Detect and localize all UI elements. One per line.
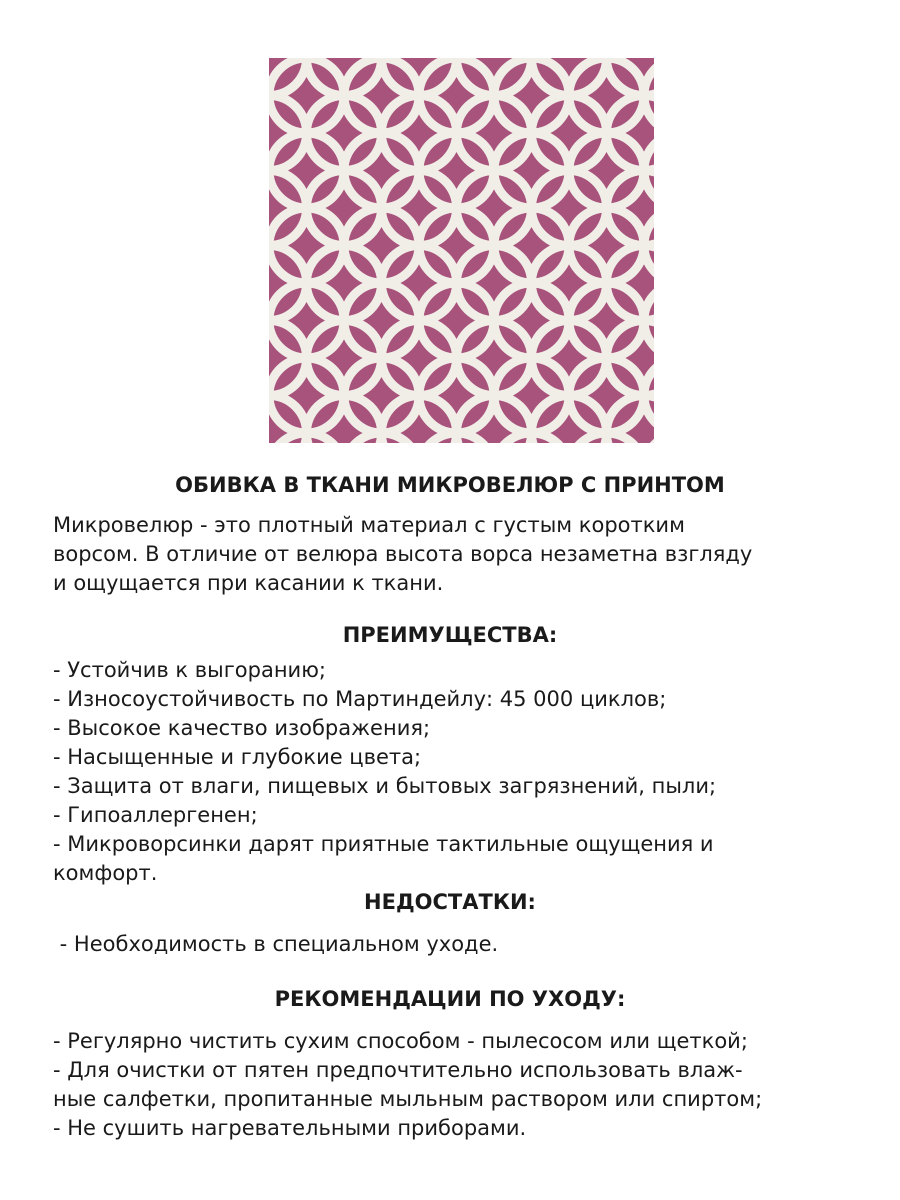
list-item: - Насыщенные и глубокие цвета;: [53, 745, 422, 769]
list-item: - Износоустойчивость по Мартиндейлу: 45 000 циклов;: [53, 687, 667, 711]
list-item: - Микроворсинки дарят приятные тактильные ощущения и: [53, 832, 714, 856]
list-item: - Регулярно чистить сухим способом - пылесосом или щеткой;: [53, 1029, 748, 1053]
description-line: ворсом. В отличие от велюра высота ворса незаметна взгляду: [53, 542, 753, 566]
advantages-list: [53, 656, 873, 888]
disadvantages-heading: НЕДОСТАТКИ:: [364, 890, 536, 914]
list-item: - Гипоаллергенен;: [53, 803, 258, 827]
list-item: - Устойчив к выгоранию;: [53, 658, 326, 682]
care-list: [53, 1027, 873, 1143]
advantages-heading: ПРЕИМУЩЕСТВА:: [342, 623, 558, 647]
list-item: - Для очистки от пятен предпочтительно использовать влаж-: [53, 1058, 743, 1082]
care-heading: РЕКОМЕНДАЦИИ ПО УХОДУ:: [274, 987, 626, 1011]
description: [53, 511, 873, 598]
description-line: Микровелюр - это плотный материал с густым коротким: [53, 513, 685, 537]
disadvantages-list: [53, 930, 873, 959]
list-item: - Высокое качество изображения;: [53, 716, 431, 740]
fabric-print-swatch: [269, 58, 654, 443]
description-line: и ощущается при касании к ткани.: [53, 571, 444, 595]
list-item: - Защита от влаги, пищевых и бытовых загрязнений, пыли;: [53, 774, 717, 798]
page-title: ОБИВКА В ТКАНИ МИКРОВЕЛЮР С ПРИНТОМ: [175, 473, 725, 497]
list-item: комфорт.: [53, 861, 158, 885]
list-item: - Не сушить нагревательными приборами.: [53, 1116, 527, 1140]
list-item: - Необходимость в специальном уходе.: [53, 932, 499, 956]
list-item: ные салфетки, пропитанные мыльным раствором или спиртом;: [53, 1087, 763, 1111]
